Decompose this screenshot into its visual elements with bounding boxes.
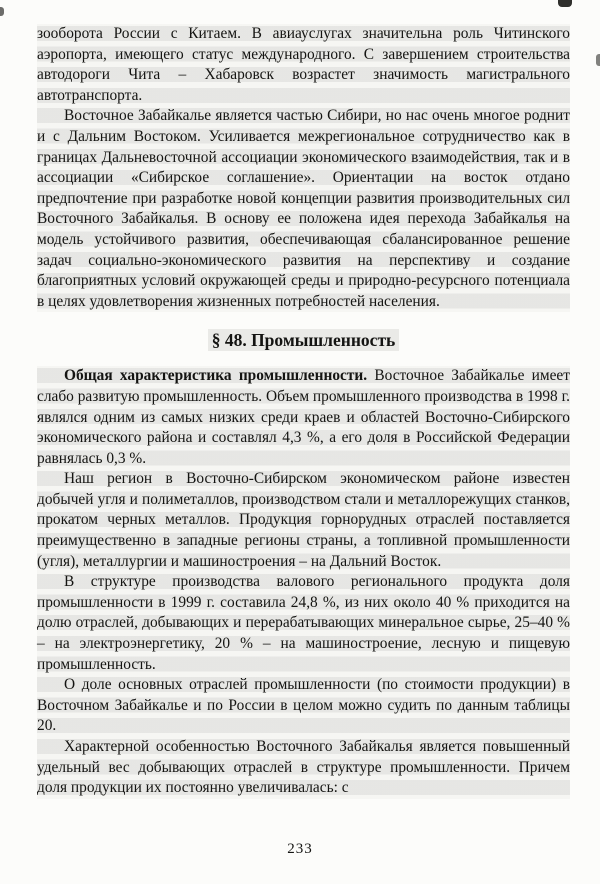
paragraph-lead-rest: Восточное Забайкалье имеет слабо развитую промышленность. Объем промышленного производства в 1998 г. являлся одним из самых низких среди краев и областей Восточно-Сибирского экономического района и составлял 4,3 %, а его доля в Российской Федерации равнялась 0,3 %. xyxy=(37,367,570,467)
paragraph-grp-structure: В структуре производства валового регионального продукта доля промышленности в 1999 г. составила 24,8 %, из них около 40 % приходится на долю отраслей, добывающих и перерабатывающих минеральное сырье, 25–40 % – на электроэнергетику, 20 % – на машиностроение, лесную и пищевую промышленность. xyxy=(37,572,570,675)
paragraph-table-reference: О доле основных отраслей промышленности (по стоимости продукции) в Восточном Забайкалье и по России в целом можно судить по данным таблицы 20. xyxy=(37,675,570,737)
paragraph-transport-continuation: зооборота России с Китаем. В авиауслугах значительна роль Читинского аэропорта, имеющего статус международного. С завершением строительства автодороги Чита – Хабаровск возрастет значимость магистрального автотранспорта. xyxy=(37,24,570,106)
scan-artifact xyxy=(596,54,600,66)
paragraph-extractive-share: Характерной особенностью Восточного Забайкалья является повышенный удельный вес добывающих отраслей в структуре промышленности. Причем доля продукции их постоянно увеличивалась: с xyxy=(37,737,570,799)
paragraph-lead-bold: Общая характеристика промышленности. xyxy=(64,367,368,385)
section-heading xyxy=(37,329,570,351)
paragraph-region-products: Наш регион в Восточно-Сибирском экономическом районе известен добычей угля и полиметаллов, производством стали и металлорежущих станков, прокатом черных металлов. Продукция горнорудных отраслей поставляется преимущественно в западные регионы страны, а топливной промышленности (угля), металлургии и машиностроения – на Дальний Восток. xyxy=(37,469,570,572)
scan-artifact xyxy=(0,7,4,16)
section-heading-text: § 48. Промышленность xyxy=(208,329,400,351)
page-text xyxy=(37,24,570,799)
paragraph-siberia-cooperation: Восточное Забайкалье является частью Сибири, но нас очень многое роднит и с Дальним Востоком. Усиливается межрегиональное сотрудничество как в границах Дальневосточной ассоциации экономического взаимодействия, так и в ассоциации «Сибирское соглашение». Ориентации на восток отдано предпочтение при разработке новой концепции развития производительных сил Восточного Забайкалья. В основу ее положена идея перехода Забайкалья на модель устойчивого развития, обеспечивающая сбалансированное решение задач социально-экономического развития на перспективу и создание благоприятных условий окружающей среды и природно-ресурсного потенциала в целях удовлетворения жизненных потребностей населения. xyxy=(37,106,570,312)
scan-artifact xyxy=(558,0,572,7)
page-number: 233 xyxy=(287,841,313,857)
paragraph-industry-overview xyxy=(37,366,570,469)
